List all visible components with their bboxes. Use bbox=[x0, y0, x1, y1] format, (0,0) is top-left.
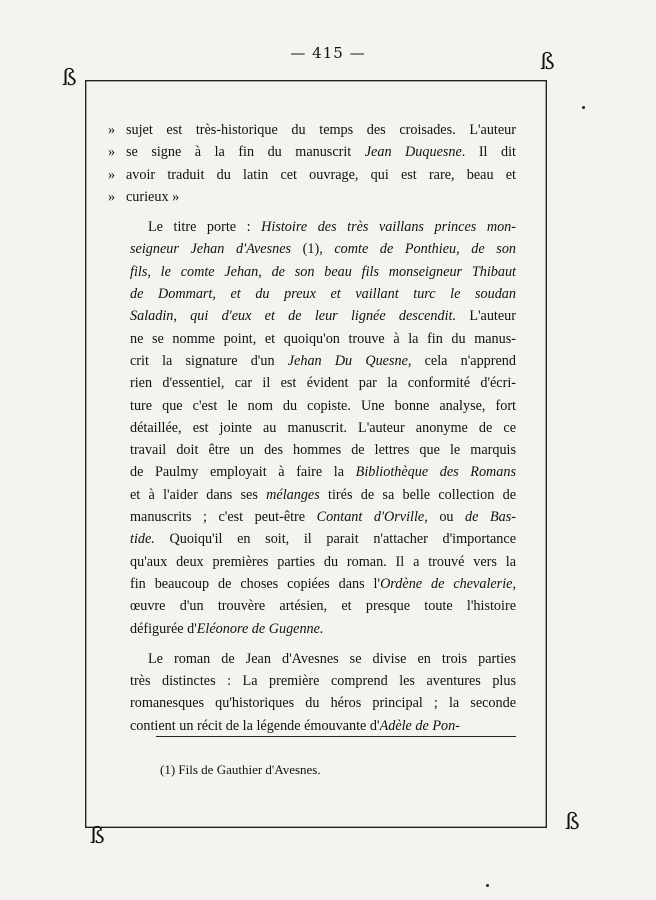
body-text bbox=[108, 119, 517, 737]
text-line: rien d'essentiel, car il est évident par la conformité d'écri- bbox=[130, 375, 516, 392]
text-line: de Paulmy employait à faire la Bibliothèque des Romans bbox=[130, 464, 516, 481]
text-line: curieux » bbox=[126, 188, 180, 205]
text-line: fils, le comte Jehan, de son beau fils monseigneur Thibaut bbox=[130, 263, 516, 280]
corner-ornament-top-right-icon: ß bbox=[540, 50, 555, 75]
text-line: très distinctes : La première comprend les aventures plus bbox=[130, 673, 516, 690]
text-line: détaillée, est jointe au manuscrit. L'auteur anonyme de ce bbox=[130, 419, 516, 436]
page-number: — 415 — bbox=[290, 44, 366, 62]
text-line: sujet est très-historique du temps des croisades. L'auteur bbox=[126, 122, 516, 138]
text-line: qu'aux deux premières parties du roman. Il a trouvé vers la bbox=[130, 553, 516, 570]
text-line: défigurée d'Eléonore de Gugenne. bbox=[130, 620, 324, 637]
text-line: ture que c'est le nom du copiste. Une bonne analyse, fort bbox=[130, 397, 516, 414]
quote-mark: » bbox=[108, 166, 116, 183]
paragraph-roman bbox=[130, 648, 516, 737]
text-line: ne se nomme point, et quoiqu'on trouve à la fin du manus- bbox=[130, 330, 516, 347]
text-line: Saladin, qui d'eux et de leur lignée descendit. L'auteur bbox=[130, 308, 516, 325]
text-line: travail doit être un des hommes de lettres que le marquis bbox=[130, 442, 516, 459]
text-line: œuvre d'un trouvère artésien, et presque toute l'histoire bbox=[130, 598, 516, 615]
text-line: fin beaucoup de choses copiées dans l'Ordène de chevalerie, bbox=[130, 575, 516, 592]
quote-mark: » bbox=[108, 188, 116, 205]
text-line: contient un récit de la légende émouvante d'Adèle de Pon- bbox=[130, 717, 460, 734]
text-line: romanesques qu'historiques du héros principal ; la seconde bbox=[130, 695, 516, 712]
text-line: Le titre porte : Histoire des très vaillans princes mon- bbox=[148, 219, 516, 236]
footnote-rule bbox=[156, 736, 516, 737]
ink-speck bbox=[582, 106, 585, 109]
text-line: avoir traduit du latin cet ouvrage, qui est rare, beau et bbox=[126, 166, 516, 183]
text-line: crit la signature d'un Jehan Du Quesne, cela n'apprend bbox=[130, 352, 516, 369]
quote-mark: » bbox=[108, 122, 116, 138]
corner-ornament-bottom-left-icon: ß bbox=[90, 824, 105, 849]
text-line: de Dommart, et du preux et vaillant turc le soudan bbox=[130, 286, 516, 303]
footnote: (1) Fils de Gauthier d'Avesnes. bbox=[160, 762, 321, 777]
text-line: Le roman de Jean d'Avesnes se divise en trois parties bbox=[148, 650, 516, 667]
paragraph-title bbox=[130, 216, 516, 640]
text-line: tide. Quoiqu'il en soit, il parait n'attacher d'importance bbox=[130, 531, 516, 548]
paragraph-quote bbox=[108, 119, 516, 208]
corner-ornament-bottom-right-icon: ß bbox=[565, 810, 580, 835]
ink-speck bbox=[486, 884, 489, 887]
text-line: se signe à la fin du manuscrit Jean Duquesne. Il dit bbox=[126, 144, 516, 161]
corner-ornament-top-left-icon: ß bbox=[62, 66, 77, 91]
text-line: et à l'aider dans ses mélanges tirés de sa belle collection de bbox=[130, 486, 516, 503]
text-line: seigneur Jehan d'Avesnes (1), comte de Ponthieu, de son bbox=[130, 241, 517, 258]
quote-mark: » bbox=[108, 144, 116, 161]
text-line: manuscrits ; c'est peut-être Contant d'Orville, ou de Bas- bbox=[130, 509, 516, 526]
